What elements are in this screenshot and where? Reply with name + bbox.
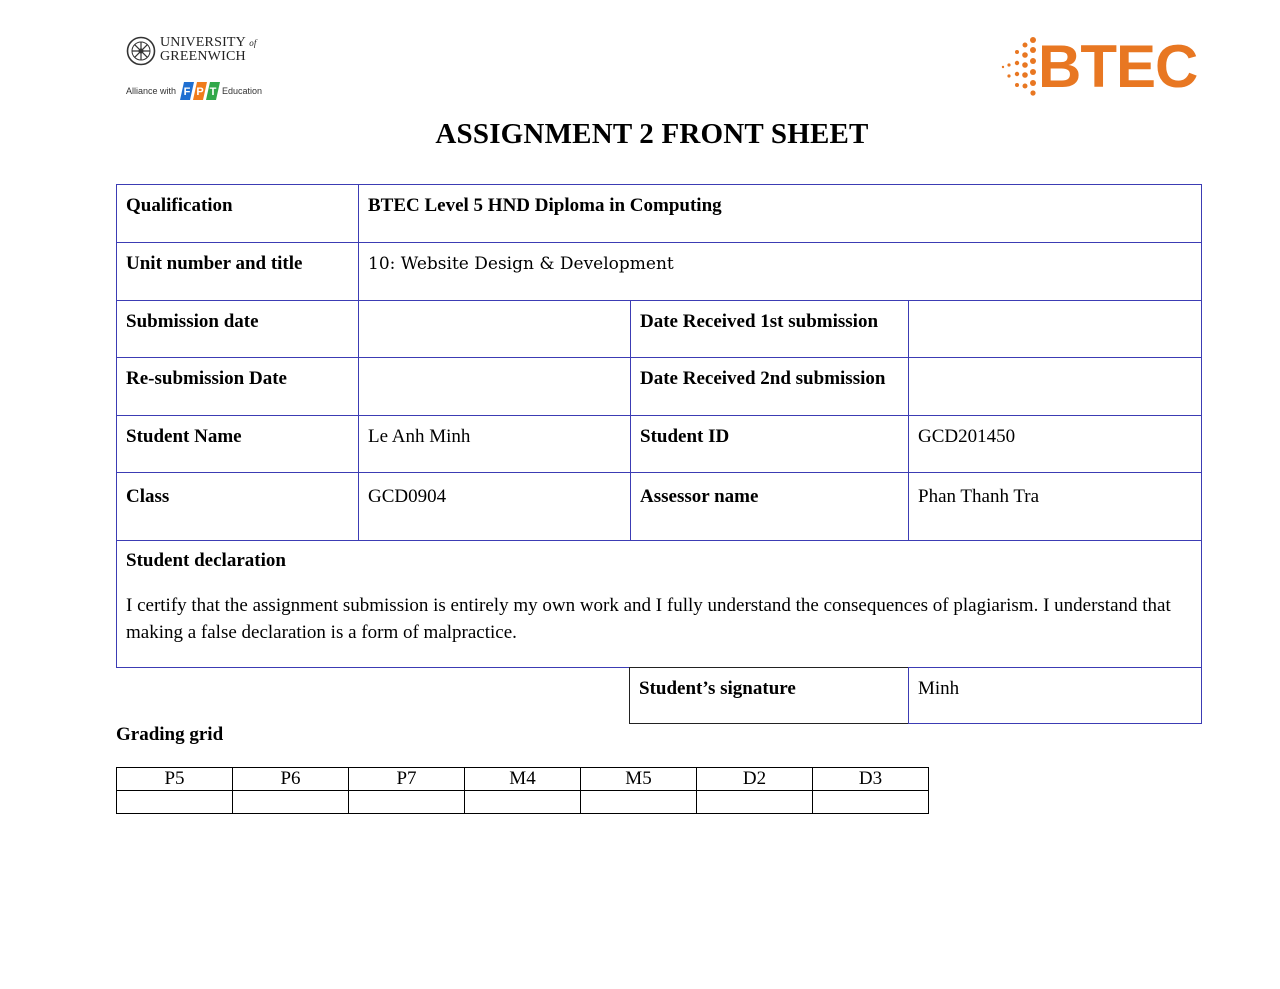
received-2nd-value [908, 357, 1202, 416]
grade-value-cell [233, 791, 349, 814]
grade-value-cell [697, 791, 813, 814]
received-1st-value [908, 300, 1202, 358]
fpt-alliance-line [126, 80, 266, 102]
assessor-value: Phan Thanh Tra [908, 472, 1202, 541]
resubmission-date-value [358, 357, 631, 416]
university-name-line1: UNIVERSITY [160, 35, 246, 50]
class-value: GCD0904 [358, 472, 631, 541]
unit-value: 10: Website Design & Development [358, 242, 1202, 301]
alliance-prefix: Alliance with [126, 86, 177, 96]
received-1st-label: Date Received 1st submission [630, 300, 909, 358]
alliance-suffix: Education [222, 86, 263, 96]
student-name-value: Le Anh Minh [358, 415, 631, 473]
class-label: Class [116, 472, 359, 541]
university-name-line2: GREENWICH [160, 49, 246, 64]
submission-date-label: Submission date [116, 300, 359, 358]
received-2nd-label: Date Received 2nd submission [630, 357, 909, 416]
student-id-label: Student ID [630, 415, 909, 473]
svg-text:P: P [196, 86, 204, 98]
grading-grid-table [116, 767, 929, 814]
grade-value-cell [349, 791, 465, 814]
grading-grid-label: Grading grid [116, 724, 224, 745]
grade-header-cell: P5 [117, 768, 233, 791]
grade-header-cell: M4 [465, 768, 581, 791]
svg-text:F: F [183, 86, 191, 98]
student-name-label: Student Name [116, 415, 359, 473]
signature-value: Minh [908, 667, 1202, 724]
university-name-of: of [249, 38, 257, 48]
university-name [160, 36, 257, 64]
qualification-label: Qualification [116, 184, 359, 243]
grade-value-cell [581, 791, 697, 814]
grade-header-cell: D2 [697, 768, 813, 791]
signature-label: Student’s signature [629, 667, 909, 724]
grade-header-cell: M5 [581, 768, 697, 791]
btec-wordmark: BTEC [1038, 33, 1198, 100]
grade-value-cell [465, 791, 581, 814]
grade-header-cell: D3 [813, 768, 929, 791]
fpt-logo-icon [178, 80, 222, 102]
student-id-value: GCD201450 [908, 415, 1202, 473]
grade-value-cell [117, 791, 233, 814]
declaration-heading: Student declaration [126, 550, 286, 571]
page-title: ASSIGNMENT 2 FRONT SHEET [435, 118, 869, 150]
grade-value-cell [813, 791, 929, 814]
university-of-greenwich-logo [126, 34, 266, 104]
unit-label: Unit number and title [116, 242, 359, 301]
qualification-value: BTEC Level 5 HND Diploma in Computing [358, 184, 1202, 243]
resubmission-date-label: Re-submission Date [116, 357, 359, 416]
grade-header-cell: P6 [233, 768, 349, 791]
btec-logo [1000, 33, 1198, 100]
university-seal-icon [126, 36, 156, 66]
submission-date-value [358, 300, 631, 358]
svg-text:T: T [209, 86, 217, 98]
grading-value-row [117, 791, 929, 814]
student-declaration [116, 540, 1202, 668]
declaration-text: I certify that the assignment submission is entirely my own work and I fully understand the consequences of plagiarism. I understand that making a false declaration is a form of malpractice. [126, 595, 1171, 643]
grade-header-cell: P7 [349, 768, 465, 791]
grading-header-row [117, 768, 929, 791]
btec-dots-icon [1000, 36, 1040, 98]
assessor-label: Assessor name [630, 472, 909, 541]
